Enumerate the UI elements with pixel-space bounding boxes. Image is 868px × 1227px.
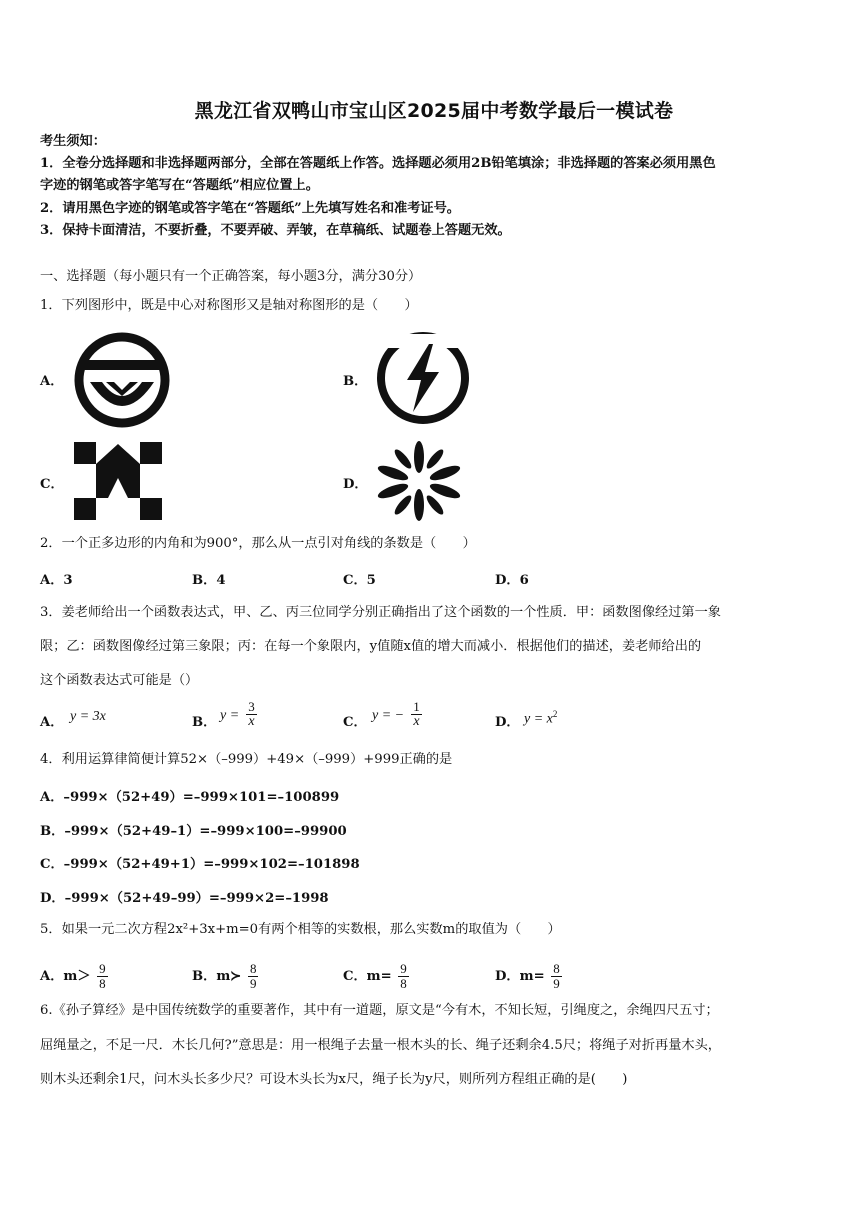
q2-option-d: D．6 [495, 573, 529, 588]
q4-option-a: A．–999×（52+49）=–999×101=–100899 [40, 790, 340, 805]
section-heading: 一、选择题（每小题只有一个正确答案，每小题3分，满分30分） [40, 269, 422, 284]
q5-c-fraction [398, 962, 409, 991]
q4-option-b: B．–999×（52+49–1）=–999×100=–99900 [40, 824, 347, 839]
question-3-line: 这个函数表达式可能是（） [40, 673, 199, 688]
question-6-line: 6.《孙子算经》是中国传统数学的重要著作，其中有一道题，原文是“今有木，不知长短，引绳度之，余绳四尺五寸； [40, 1003, 719, 1018]
q5-a-label: A．m＞ [40, 969, 91, 984]
notice-line: 字迹的钢笔或答字笔写在“答题纸”相应位置上。 [40, 178, 319, 193]
question-2-stem: 2．一个正多边形的内角和为900°，那么从一点引对角线的条数是（ ） [40, 536, 476, 551]
q5-d-fraction [551, 962, 562, 991]
exam-title: 黑龙江省双鸭山市宝山区2025届中考数学最后一模试卷 [194, 100, 674, 122]
question-1-stem: 1．下列图形中，既是中心对称图形又是轴对称图形的是（ ） [40, 298, 418, 313]
question-4-stem: 4．利用运算律简便计算52×（–999）+49×（–999）+999正确的是 [40, 752, 453, 767]
q5-a-fraction [97, 962, 108, 991]
q2-option-b: B．4 [192, 573, 226, 588]
q5-d-den: 9 [553, 976, 560, 991]
question-6-line: 屈绳量之，不足一尺．木长几何?”意思是：用一根绳子去量一根木头的长、绳子还剩余4.5尺；将绳子对折再量木头， [40, 1038, 721, 1053]
q3-option-b-expr [220, 700, 259, 729]
q3-option-a-expr: y = 3x [70, 709, 106, 724]
q3-option-c-label: C． [343, 715, 367, 730]
q1-option-d-label: D． [343, 477, 368, 492]
q3-c-denominator: x [413, 714, 420, 729]
q1-option-c-label: C． [40, 477, 64, 492]
q3-option-d-expr [524, 709, 557, 728]
question-5-stem: 5．如果一元二次方程2x²+3x+m=0有两个相等的实数根，那么实数m的取值为（ ） [40, 922, 561, 937]
q5-option-c [343, 962, 411, 991]
q1-option-a-label: A． [40, 374, 64, 389]
q4-option-d: D．–999×（52+49–99）=–999×2=–1998 [40, 891, 329, 906]
q3-c-fraction [411, 700, 422, 729]
q5-b-num: 8 [249, 961, 257, 976]
notice-line: 2．请用黑色字迹的钢笔或答字笔在“答题纸”上先填写姓名和准考证号。 [40, 201, 460, 216]
q3-option-d-label: D． [495, 715, 520, 730]
figure-d-petals [373, 440, 465, 522]
q3-d-exponent: 2 [552, 709, 558, 719]
q3-b-lhs: y = [220, 708, 240, 723]
q5-b-den: 9 [249, 976, 257, 991]
question-6-line: 则木头还剩余1尺，问木头长多少尺？可设木头长为x尺，绳子长为y尺，则所列方程组正确的是( ) [40, 1072, 628, 1087]
q5-c-label: C．m= [343, 969, 392, 984]
q5-d-num: 8 [553, 961, 560, 976]
question-3-line: 3．姜老师给出一个函数表达式，甲、乙、丙三位同学分别正确指出了这个函数的一个性质．甲：函数图像经过第一象 [40, 605, 721, 620]
q3-b-denominator: x [248, 714, 255, 729]
q5-option-d [495, 962, 564, 991]
q3-d-base: y = x [524, 711, 553, 727]
notice-heading: 考生须知： [40, 134, 106, 149]
q3-option-b-label: B． [192, 715, 217, 730]
q3-option-c-expr [372, 700, 424, 729]
figure-b-lightning [373, 328, 473, 428]
q2-option-c: C．5 [343, 573, 376, 588]
q4-option-c: C．–999×（52+49+1）=–999×102=–101898 [40, 857, 360, 872]
notice-line: 1．全卷分选择题和非选择题两部分，全部在答题纸上作答。选择题必须用2B铅笔填涂；非选择题的答案必须用黑色 [40, 156, 716, 171]
q3-option-a-label: A． [40, 715, 64, 730]
q5-c-den: 8 [400, 976, 407, 991]
q5-option-b [192, 962, 260, 991]
q3-b-fraction [246, 700, 257, 729]
q3-c-lhs: y = − [372, 708, 405, 723]
q5-c-num: 9 [400, 961, 407, 976]
q3-b-numerator: 3 [248, 699, 255, 714]
notice-line: 3．保持卡面清洁，不要折叠，不要弄破、弄皱，在草稿纸、试题卷上答题无效。 [40, 223, 511, 238]
q5-option-a [40, 962, 110, 991]
q5-b-fraction [248, 962, 259, 991]
q5-a-den: 8 [99, 976, 106, 991]
figure-a-emblem [72, 330, 172, 430]
q1-option-b-label: B． [343, 374, 368, 389]
q3-c-numerator: 1 [413, 699, 420, 714]
question-3-line: 限；乙：函数图像经过第三象限；丙：在每一个象限内，y值随x值的增大而减小．根据他们的描述，姜老师给出的 [40, 639, 702, 654]
q5-a-num: 9 [99, 961, 106, 976]
q5-b-label: B．m≻ [192, 969, 242, 984]
figure-c-blocks [72, 440, 164, 522]
q5-d-label: D．m= [495, 969, 545, 984]
q2-option-a: A．3 [40, 573, 73, 588]
